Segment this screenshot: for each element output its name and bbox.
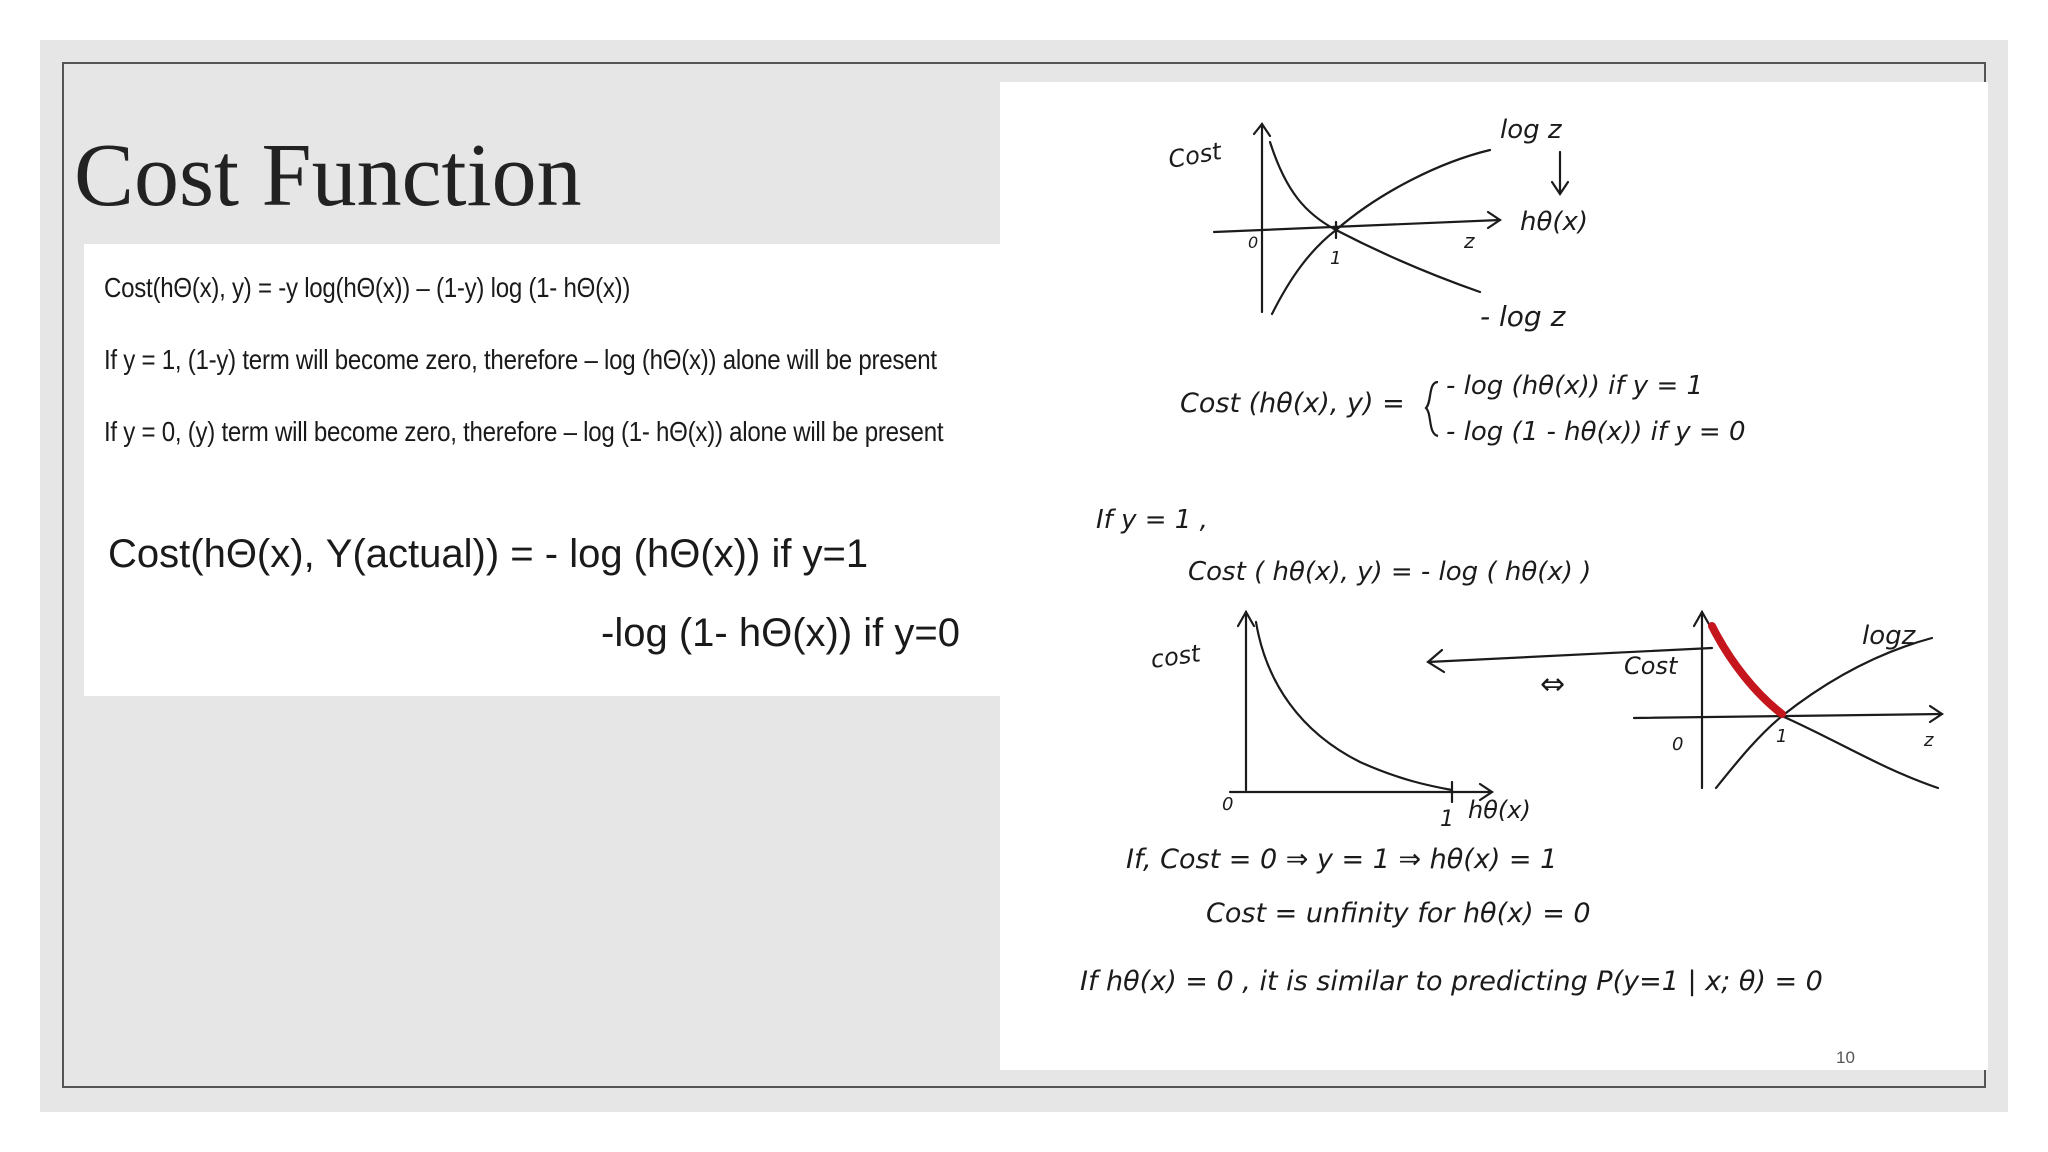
graph3-origin-label: 0 [1672,734,1684,755]
cost-case-y0: - log (1 - hθ(x)) if y = 0 [1446,417,1746,447]
graph1-cost-label: Cost [1166,137,1224,174]
graph2-origin-label: 0 [1222,794,1234,815]
note-predicting: If hθ(x) = 0 , it is similar to predicting P(y=1 | x; θ) = 0 [1080,966,1823,997]
cost-y1-expression: Cost ( hθ(x), y) = - log ( hθ(x) ) [1188,557,1592,587]
graph2-curve [1256,622,1452,790]
graph1-neg-log-z-label: - log z [1480,300,1566,333]
graph1-z-label: z [1464,229,1475,253]
graph3-highlighted-segment [1712,626,1782,714]
graph1-log-z-label: log z [1500,115,1562,145]
formula-line-2: -log (1- hΘ(x)) if y=0 [601,611,960,655]
graph1-neg-log-curve [1270,142,1480,292]
slide-title: Cost Function [74,126,582,225]
graph3-log-curve [1716,638,1932,788]
graph-log-z [1214,124,1568,314]
graph3-z-label: z [1924,730,1934,751]
cost-case-y1: - log (hθ(x)) if y = 1 [1446,371,1704,401]
if-y1-label: If y = 1 , [1096,505,1208,535]
graph-neg-log [1230,612,1712,802]
graph1-log-curve [1272,150,1490,314]
graph1-h-theta-label: hθ(x) [1520,207,1589,237]
handwritten-notes-image [1000,82,1988,1070]
note-cost-infinity: Cost = unfinity for hθ(x) = 0 [1206,898,1591,929]
graph3-cost-label: Cost [1624,652,1678,680]
graph3-one-label: 1 [1776,726,1788,747]
graph2-one-label: 1 [1440,807,1454,832]
graph2-cost-label: cost [1148,639,1203,674]
cost-def-left: Cost (hθ(x), y) = [1180,388,1405,419]
case-y0-line: If y = 0, (y) term will become zero, therefore – log (1- hΘ(x)) alone will be present [104,416,944,447]
graph3-x-axis [1634,714,1942,718]
formula-line-1: Cost(hΘ(x), Y(actual)) = - log (hΘ(x)) if y=1 [108,532,869,576]
note-cost-zero: If, Cost = 0 ⇒ y = 1 ⇒ hθ(x) = 1 [1126,844,1558,875]
graph1-x-axis [1214,220,1500,232]
equivalence-symbol: ⇔ [1540,667,1566,702]
graph3-logz-label: logz [1862,621,1916,651]
piecewise-brace [1426,382,1438,436]
graph1-one-label: 1 [1330,248,1342,269]
case-y1-line: If y = 1, (1-y) term will become zero, therefore – log (hΘ(x)) alone will be present [104,344,937,375]
graph1-origin-label: 0 [1248,233,1259,252]
cost-definition-line: Cost(hΘ(x), y) = -y log(hΘ(x)) – (1-y) log (1- hΘ(x)) [104,272,631,303]
graph3-neg-log-tail [1782,716,1938,788]
page-number: 10 [1836,1048,1855,1067]
graph2-h-theta-label: hθ(x) [1468,796,1531,824]
text-panel [84,244,1000,696]
